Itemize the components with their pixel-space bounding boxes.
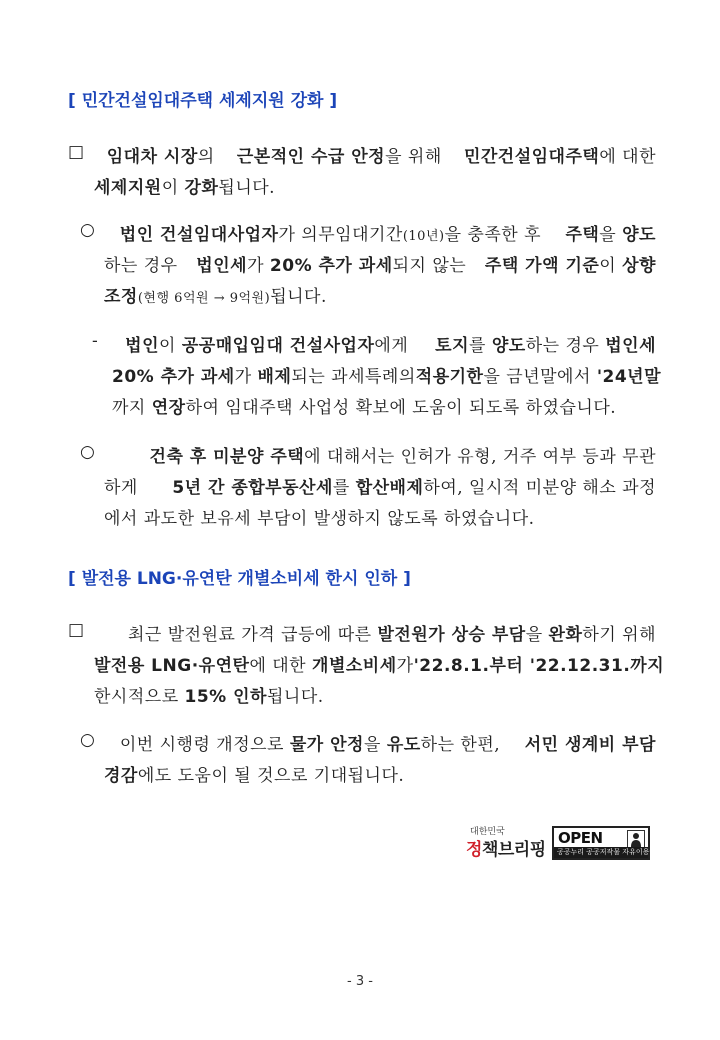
footer-logos [466,824,663,864]
text: 됩니다. [270,287,327,307]
text-run [464,142,656,167]
text-run [112,362,416,387]
text-run [172,473,656,498]
circle-bullet-icon: ○ [80,442,96,462]
text: 하여, 일시적 미분양 해소 과정 [423,478,656,498]
section1-paragraph4-line2 [104,473,656,498]
text-run [435,331,656,356]
bold-text: 법인세 [605,336,656,356]
section-title-lng-coal-tax: [ 발전용 LNG·유연탄 개별소비세 한시 인하 ] [68,569,411,589]
section-title-rental-housing: [ 민간건설임대주택 세제지원 강화 ] [68,91,338,111]
bold-text: 조정 [104,287,138,307]
square-bullet-icon: □ [68,142,85,162]
section2-paragraph2-line2 [104,761,404,786]
bold-text: 배제 [257,367,292,387]
bold-text: 양도 [491,336,526,356]
text: 이번 시행령 개정으로 [119,735,290,755]
bold-text: 세제지원 [94,178,162,198]
bold-text: 15% 인하 [184,687,267,707]
text: 을 충족한 후 [444,225,542,245]
text: 하기 위해 [582,625,656,645]
bold-text: 5년 간 종합부동산세 [172,478,333,498]
text: 한시적으로 [94,687,185,707]
bold-text: 법인세 [196,256,248,276]
text: 됩니다. [218,178,276,198]
bold-text: 강화 [184,178,219,198]
text: 최근 발전원료 가격 급등에 따른 [127,625,378,645]
text: 에도 도움이 될 것으로 기대됩니다. [137,766,405,786]
text: 되는 과세특례의 [291,367,416,387]
bold-text: 발전원가 상승 부담 [377,625,526,645]
text: 의 [197,147,215,167]
text: 가 [234,367,258,387]
bold-text: 주택 가액 기준 [484,256,600,276]
text-run [565,220,656,245]
bold-text: 유도 [386,735,421,755]
text-run [107,142,215,167]
text-run [120,220,541,245]
text: 에 대한 [249,656,313,676]
bold-text: 토지 [435,336,470,356]
bold-text: 법인 [125,336,160,356]
text-run [125,331,408,356]
section1-paragraph4-line1 [80,442,656,467]
bold-text: 민간건설임대주택 [463,147,600,167]
text: 에 대한 [599,147,656,167]
open-license-strip: 공공누리 공공저작물 자유이용허락 [554,847,648,858]
text: 을 [525,625,549,645]
text: 하는 경우 [525,336,606,356]
text-run [120,730,500,755]
circle-bullet-icon: ○ [80,730,96,750]
bold-text: 근본적인 수급 안정 [236,147,386,167]
bold-text: 서민 생계비 부담 [524,735,656,755]
section1-paragraph4-line3 [104,504,535,529]
open-label: OPEN [558,829,603,847]
bold-text: 임대차 시장 [106,147,198,167]
text: 되지 않는 [392,256,467,276]
korea-policy-briefing-logo [466,835,546,860]
text: 을 위해 [385,147,442,167]
circle-bullet-icon: ○ [80,220,96,240]
bold-text: '24년말 [596,367,662,387]
bold-text: 완화 [548,625,583,645]
brand-accent-text: 정 [466,840,482,860]
text: 하는 한편, [420,735,501,755]
text-run [196,251,466,276]
text: 이 [161,178,185,198]
text: 하는 경우 [104,256,178,276]
text: 를 [332,478,356,498]
text: 에서 과도한 보유세 부담이 발생하지 않도록 하였습니다. [104,509,535,529]
bold-text: 연장 [151,398,186,418]
text: 가 [396,656,414,676]
text: 을 [599,225,623,245]
bold-text: 상향 [622,256,656,276]
bold-text: 20% 추가 과세 [112,367,235,387]
text: 이 [159,336,182,356]
section1-paragraph1-line2 [94,173,275,198]
bold-text: 합산배제 [355,478,424,498]
section1-paragraph3-line2 [112,362,662,387]
bold-text: 20% 추가 과세 [269,256,393,276]
section1-paragraph3-line3 [112,393,616,418]
page-number: - 3 - [347,974,373,989]
section1-paragraph2-line1 [80,220,656,245]
text-run [94,651,414,676]
bold-text: '22.8.1.부터 '22.12.31.까지 [413,656,665,676]
text: 이 [599,256,623,276]
text: 하여 임대주택 사업성 확보에 도움이 되도록 하였습니다. [185,398,617,418]
dash-bullet-icon: - [92,331,99,351]
text: 하게 [104,478,138,498]
text: 가 의무임대기간 [278,225,403,245]
bold-text: 양도 [622,225,656,245]
bold-text: 개별소비세 [312,656,397,676]
section1-paragraph2-line2 [104,251,656,276]
text: 가 [247,256,270,276]
bold-text: 물가 안정 [289,735,364,755]
square-bullet-icon: □ [68,620,85,640]
text: 됩니다. [266,687,324,707]
text: 까지 [112,398,152,418]
bold-text: 건축 후 미분양 주택 [149,447,305,467]
text: (현행 6억원 → 9억원) [137,291,271,306]
brand-small-text: 대한민국 [470,827,505,837]
text: 에 대해서는 인허가 유형, 거주 여부 등과 무관 [304,447,656,467]
section2-paragraph2-line1 [80,730,656,755]
section1-paragraph1-line1 [68,142,656,167]
section2-paragraph1-line3 [94,682,324,707]
text: (10년) [402,229,445,244]
kogl-open-badge [552,826,663,860]
text-run [416,362,661,387]
bold-text: 주택 [565,225,600,245]
brand-text: 책브리핑 [481,840,546,860]
text-run [128,620,656,645]
section2-paragraph1-line2 [94,651,665,676]
text-run [485,251,656,276]
text: 을 [363,735,387,755]
section1-paragraph3-line1 [92,331,656,356]
text: 를 [469,336,492,356]
bold-text: 법인 건설임대사업자 [119,225,279,245]
bold-text: 공공매입임대 건설사업자 [181,336,375,356]
text: 을 금년말에서 [483,367,597,387]
text-run [237,142,442,167]
section2-paragraph1-line1 [68,620,656,645]
bold-text: 경감 [104,766,138,786]
bold-text: 적용기한 [415,367,484,387]
text: 에게 [374,336,409,356]
text-run [150,442,656,467]
bold-text: 발전용 LNG·유연탄 [94,656,250,676]
section1-paragraph2-line3 [104,282,327,307]
